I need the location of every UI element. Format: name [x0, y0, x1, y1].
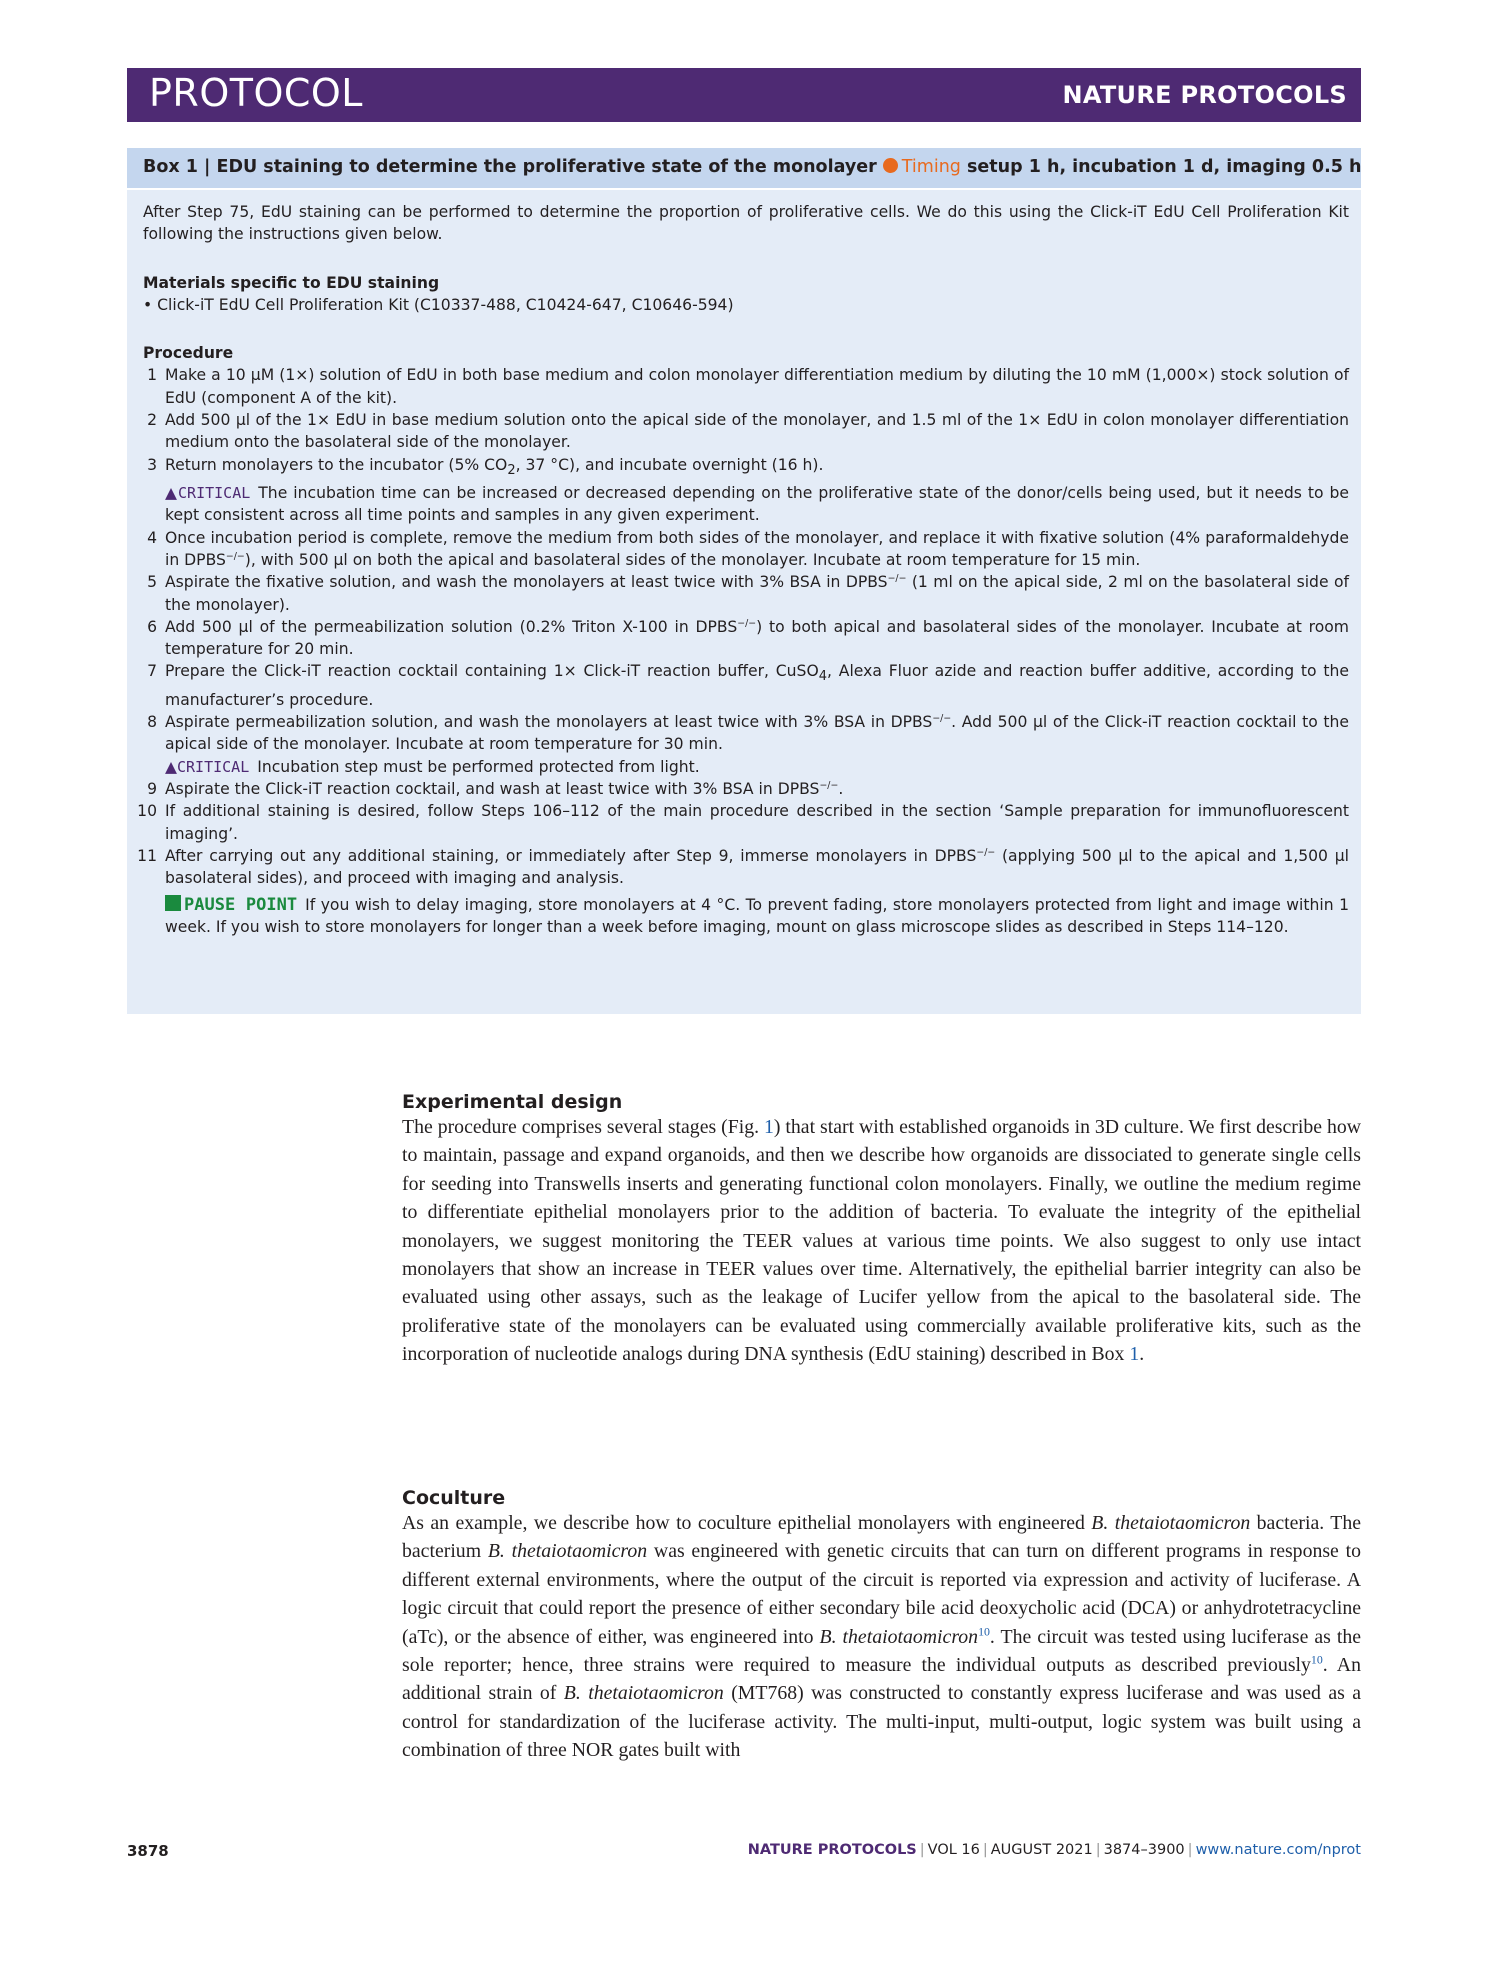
box-link[interactable]: 1	[1129, 1343, 1140, 1366]
section-heading: Experimental design	[402, 1091, 623, 1113]
warning-triangle-icon: ▲	[165, 757, 177, 776]
section-paragraph: The procedure comprises several stages (Fig. 1) that start with established organoids in 3D culture. We first describe how to maintain, passage and expand organoids, and then we describe how organoids are dissociated to generate single cells for seeding into Transwells inserts and generating functional colon monolayers. Finally, we outline the medium regime to differentiate epithelial monolayers prior to the addition of bacteria. To evaluate the integrity of the epithelial monolayers, we suggest monitoring the TEER values at various time points. We also suggest to only use intact monolayers that show an increase in TEER values over time. Alternatively, the epithelial barrier integrity can also be evaluated using other assays, such as the leakage of Lucifer yellow from the apical to the basolateral side. The proliferative state of the monolayers can be evaluated using commercially available proliferative kits, such as the incorporation of nucleotide analogs during DNA synthesis (EdU staining) described in Box 1.	[402, 1116, 1362, 1366]
reference-link[interactable]: 10	[1310, 1652, 1323, 1667]
journal-name: NATURE PROTOCOLS	[1062, 81, 1347, 109]
step-1: 1 Make a 10 μM (1×) solution of EdU in both base medium and colon monolayer differentiation medium by diluting the 10 mM (1,000×) stock solution of EdU (component A of the kit).	[147, 366, 1349, 407]
procedure-heading: Procedure	[143, 344, 234, 363]
box-title-bar	[127, 148, 1361, 190]
box-intro: After Step 75, EdU staining can be performed to determine the proportion of proliferative cells. We do this using the Click-iT EdU Cell Proliferation Kit following the instructions given below.	[143, 203, 1349, 244]
box-title: Box 1 | EDU staining to determine the proliferative state of the monolayer Timing setup 1 h, incubation 1 d, imaging 0.5 h	[143, 157, 1362, 177]
step-9: 9 Aspirate the Click-iT reaction cocktail, and wash at least twice with 3% BSA in DPBS−/−.	[147, 779, 844, 799]
step-5: 5 Aspirate the fixative solution, and wash the monolayers at least twice with 3% BSA in DPBS−/− (1 ml on the apical side, 2 ml on the basolateral side of the monolayer).	[147, 573, 1349, 614]
section-paragraph: As an example, we describe how to coculture epithelial monolayers with engineered B. thetaiotaomicron bacteria. The bacterium B. thetaiotaomicron was engineered with genetic circuits that can turn on different programs in response to different external environments, where the output of the circuit is reported via expression and activity of luciferase. A logic circuit that could report the presence of either secondary bile acid deoxycholic acid (DCA) or anhydrotetracycline (aTc), or the absence of either, was engineered into B. thetaiotaomicron$^{10}$. The circuit was tested using luciferase as the sole reporter; hence, three strains were required to measure the individual outputs as described previously$^{10}$. An additional strain of B. thetaiotaomicron (MT768) was constructed to constantly express luciferase and was used as a control for standardization of the luciferase activity. The multi-input, multi-output, logic system was built using a combination of three NOR gates built with	[402, 1512, 1362, 1762]
coculture-section	[402, 1487, 1361, 1765]
box-body	[137, 201, 1350, 938]
step-4: 4 Once incubation period is complete, remove the medium from both sides of the monolayer, and replace it with fixative solution (4% paraformaldehyde in DPBS−/−), with 500 μl on both the apical and basolateral sides of the monolayer. Incubate at room temperature for 15 min.	[147, 528, 1349, 569]
experimental-design-section	[402, 1091, 1361, 1369]
timing-label: Timing	[901, 157, 961, 177]
timing-value: setup 1 h, incubation 1 d, imaging 0.5 h	[966, 157, 1362, 177]
materials-item: • Click-iT EdU Cell Proliferation Kit (C10337-488, C10424-647, C10646-594)	[143, 295, 734, 314]
step-8: 8 Aspirate permeabilization solution, and wash the monolayers at least twice with 3% BSA in DPBS−/−. Add 500 μl of the Click-iT reaction cocktail to the apical side of the monolayer. Incubate at room temperature for 30 min.	[147, 712, 1349, 754]
step-3: 3 Return monolayers to the incubator (5% $CO_2$, 37 °C), and incubate overnight (16 h).	[147, 455, 824, 478]
step-10: 10 If additional staining is desired, follow Steps 106–112 of the main procedure described in the section ‘Sample preparation for immunofluorescent imaging’.	[137, 802, 1349, 843]
journal-header	[127, 68, 1361, 122]
box-1	[127, 148, 1361, 1014]
warning-triangle-icon: ▲	[165, 484, 179, 503]
pause-point-note: PAUSE POINT If you wish to delay imaging, store monolayers at 4 °C. To prevent fading, store monolayers protected from light and image within 1 week. If you wish to store monolayers for longer than a week before imaging, mount on glass microscope slides as described in Steps 114–120.	[165, 894, 1350, 936]
step-11: 11 After carrying out any additional staining, or immediately after Step 9, immerse monolayers in DPBS−/− (applying 500 μl to the apical and 1,500 μl basolateral sides), and proceed with imaging and analysis.	[137, 846, 1349, 888]
section-heading: Coculture	[402, 1487, 506, 1509]
critical-note-2: ▲CRITICAL Incubation step must be performed protected from light.	[165, 757, 700, 776]
timing-dot-icon	[883, 158, 898, 173]
critical-note-1: ▲CRITICAL The incubation time can be increased or decreased depending on the proliferative state of the donor/cells being used, but it needs to be kept consistent across all time points and samples in any given experiment.	[165, 484, 1349, 525]
page-number: 3878	[127, 1842, 169, 1860]
figure-link[interactable]: 1	[763, 1116, 774, 1138]
step-6: 6 Add 500 μl of the permeabilization solution (0.2% Triton X-100 in DPBS−/−) to both apical and basolateral sides of the monolayer. Incubate at room temperature for 20 min.	[147, 617, 1349, 659]
procedure-steps	[137, 364, 1350, 938]
reference-link[interactable]: 10	[978, 1624, 990, 1639]
step-7: 7 Prepare the Click-iT reaction cocktail containing 1× Click-iT reaction buffer, CuSO$_4$, Alexa Fluor azide and reaction buffer additive, according to the manufacturer’s procedure.	[147, 662, 1349, 709]
journal-footer: NATURE PROTOCOLS | VOL 16 | AUGUST 2021 | 3874–3900 | www.nature.com/nprot	[747, 1842, 1361, 1858]
article-type-label: PROTOCOL	[149, 71, 363, 115]
step-2: 2 Add 500 μl of the 1× EdU in base medium solution onto the apical side of the monolayer, and 1.5 ml of the 1× EdU in colon monolayer differentiation medium onto the basolateral side of the monolayer.	[147, 411, 1349, 452]
pause-square-icon	[165, 895, 181, 911]
journal-url-link[interactable]: www.nature.com/nprot	[1195, 1842, 1361, 1858]
materials-heading: Materials specific to EDU staining	[143, 273, 440, 292]
